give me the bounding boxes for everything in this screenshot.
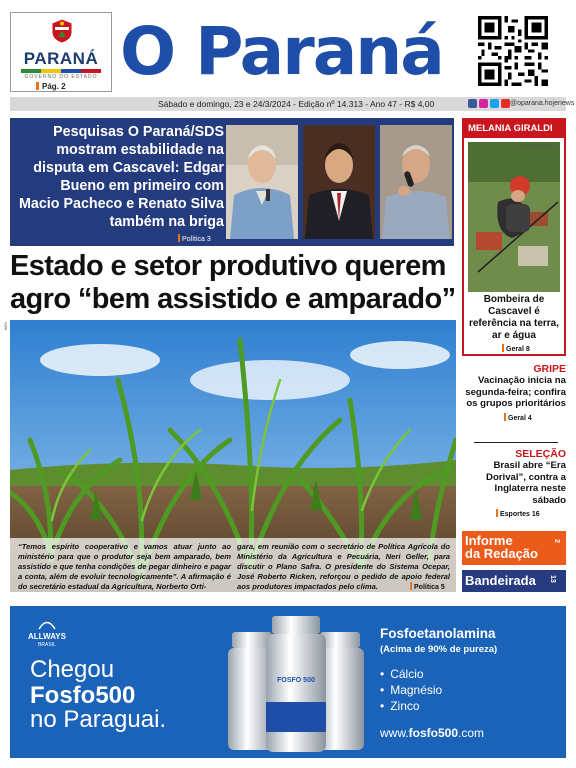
promo-bandeirada[interactable] [462, 570, 566, 592]
column-photo-credit: ARQUIVO PESSOAL [517, 143, 556, 148]
dateline-bar [10, 97, 575, 111]
government-ad-box[interactable] [10, 12, 112, 92]
instagram-icon[interactable] [479, 99, 488, 108]
ad-benefit-list [380, 666, 442, 714]
side-story-selecao[interactable] [462, 448, 566, 518]
ad-product-subtitle: (Acima de 90% de pureza) [380, 644, 498, 655]
sidebar-divider [474, 442, 558, 443]
ad-benefit: • Magnésio [380, 682, 442, 698]
side-story-text[interactable]: Brasil abre “Era Dorival”, contra a Inglaterra neste sábado [486, 460, 566, 506]
government-color-stripe [21, 69, 101, 73]
ad-benefit: • Cálcio [380, 666, 442, 682]
main-photo-credit: AEN [3, 322, 8, 331]
social-icons [468, 99, 510, 108]
top-story-section[interactable]: Política 3 [178, 234, 211, 243]
side-story-section[interactable]: Geral 4 [462, 413, 566, 422]
government-page-ref[interactable]: Pág. 2 [36, 82, 66, 91]
side-story-tag: SELEÇÃO [515, 448, 566, 460]
portrait-renato-silva [380, 125, 452, 239]
ad-url[interactable]: www.fosfo500.com [380, 726, 485, 740]
promo-informe-da-redacao[interactable] [462, 531, 566, 565]
promo-page: 2 [553, 539, 560, 543]
x-icon[interactable] [490, 99, 499, 108]
column-author: MELANIA GIRALDI [464, 120, 564, 138]
main-photo-caption [10, 538, 456, 592]
ad-brand-logo: ALLWAYS BRASIL [28, 620, 66, 650]
ad-headline-line1: Chegou [30, 656, 115, 683]
side-story-section[interactable]: Esportes 16 [462, 509, 566, 518]
main-headline[interactable]: Estado e setor produtivo querem agro “bem assistido e amparado” [10, 250, 456, 315]
promo-label: Bandeirada [465, 573, 536, 588]
edition-info: Sábado e domingo, 23 e 24/3/2024 - Edição nº 14.313 - Ano 47 - R$ 4,00 [158, 99, 435, 109]
column-teaser[interactable]: Bombeira de Cascavel é referência na terra, ar e água [468, 294, 560, 341]
facebook-icon[interactable] [468, 99, 477, 108]
ad-headline-line3: no Paraguai. [30, 706, 167, 733]
ad-benefit: • Zinco [380, 698, 442, 714]
promo-page: 13 [549, 575, 556, 583]
bottle-label: FOSFO 500 [277, 677, 315, 684]
qr-code-icon[interactable] [478, 16, 548, 86]
side-story-tag: GRIPE [533, 363, 566, 375]
fosfo500-advertisement[interactable] [10, 606, 566, 758]
ad-headline-line2: Fosfo500 [30, 682, 136, 709]
side-story-gripe[interactable] [462, 363, 566, 422]
side-story-text[interactable]: Vacinação inicia na segunda-feira; confira os grupos prioritários [465, 375, 566, 409]
youtube-icon[interactable] [501, 99, 510, 108]
portrait-edgar-bueno [226, 125, 298, 239]
ad-product-name: Fosfoetanolamina [380, 626, 496, 641]
ad-bottles-image [226, 612, 366, 754]
government-subtitle: GOVERNO DO ESTADO [24, 74, 98, 80]
main-story-section[interactable]: Política 5 [410, 582, 445, 591]
caption-column-1: “Temos espírito cooperativo e vamos atuar junto ao ministério para que o produtor seja bem amparado, bem assistido e que tenha condições de pegar dinheiro e pagar a conta, além de evoluir tecnologicamente”. A afirmação é do secretário estadual da Agricultura, Norberto Orti- [18, 542, 231, 591]
allways-logo-icon [37, 620, 57, 630]
social-handle[interactable]: @oparana.hojenews [510, 100, 575, 107]
promo-label-line1: Informe [465, 533, 513, 548]
newspaper-logo[interactable]: O Paraná [120, 13, 443, 90]
top-story-headline[interactable]: Pesquisas O Paraná/SDS mostram estabilidade na disputa em Cascavel: Edgar Bueno em primeiro com Macio Pacheco e Renato Silva também na briga [18, 124, 224, 230]
parana-crest-icon [49, 18, 75, 44]
top-story-banner[interactable] [10, 118, 454, 246]
portrait-macio-pacheco [303, 125, 375, 239]
government-name: PARANÁ [23, 49, 99, 68]
column-box[interactable] [462, 118, 566, 356]
caption-column-2: gara, em reunião com o secretário de Política Agrícola do Ministério da Agricultura e Pecuária, Neri Geller, para discutir o Plano Safra. O presidente do Sistema Ocepar, José Roberto Ricken, reforçou o pedido de apoio federal aos produtores impactados pelo clima. [237, 542, 450, 591]
column-section[interactable]: Geral 8 [502, 344, 530, 353]
column-photo-firefighter [468, 142, 560, 292]
promo-label-line2: da Redação [465, 546, 538, 561]
